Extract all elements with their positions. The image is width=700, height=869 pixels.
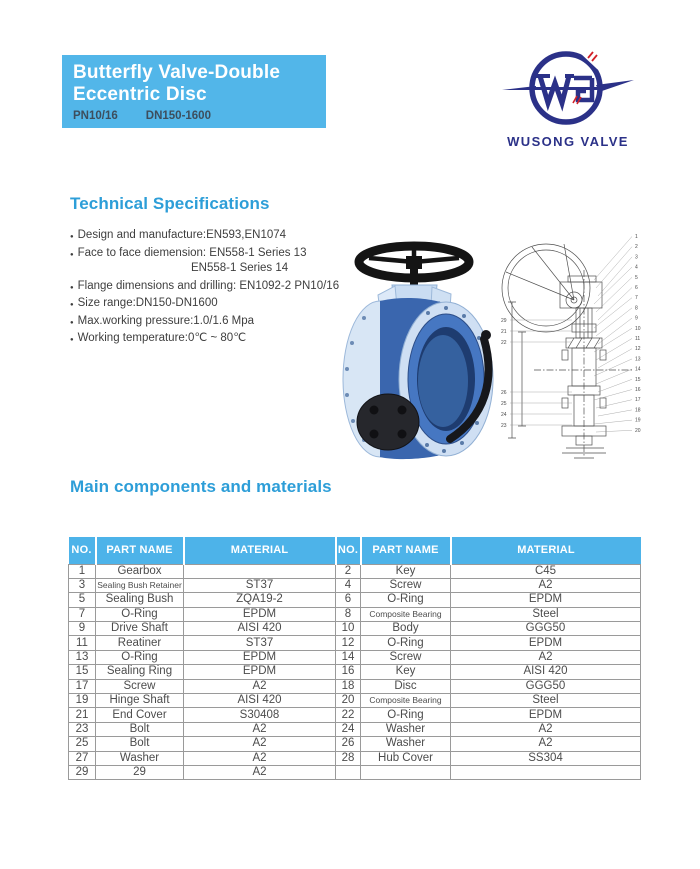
callout-number: 20 [635, 427, 641, 434]
callout-leader-line [596, 277, 632, 312]
tech-specs-title: Technical Specifications [70, 194, 270, 213]
table-cell: O-Ring [361, 636, 451, 650]
table-cell: 2 [336, 564, 361, 578]
table-cell: 23 [69, 722, 96, 736]
callout-number: 25 [501, 401, 507, 407]
callout-number: 6 [635, 285, 638, 291]
callout-number: 17 [635, 397, 641, 404]
table-cell: EPDM [451, 636, 641, 650]
pressure-rating: PN10/16 [73, 110, 118, 122]
spec-item [70, 315, 370, 328]
table-cell: Composite Bearing [361, 607, 451, 621]
table-cell: 12 [336, 636, 361, 650]
table-cell: O-Ring [96, 607, 184, 621]
table-cell: Key [361, 665, 451, 679]
callout-leader-line [598, 257, 632, 296]
table-cell: 6 [336, 593, 361, 607]
table-cell: 29 [69, 765, 96, 779]
table-cell: 27 [69, 751, 96, 765]
col-header-part-name-2: PART NAME [361, 537, 451, 564]
table-row [69, 564, 641, 578]
table-cell: GGG50 [451, 679, 641, 693]
table-cell: O-Ring [361, 593, 451, 607]
engineering-drawing [498, 224, 644, 462]
table-cell: AISI 420 [451, 665, 641, 679]
spec-item [70, 280, 370, 293]
table-cell: A2 [184, 737, 336, 751]
components-table [68, 537, 641, 780]
table-cell [451, 765, 641, 779]
table-cell [336, 765, 361, 779]
table-cell: C45 [451, 564, 641, 578]
spec-text: Size range:DN150-DN1600 [77, 297, 218, 309]
table-row [69, 593, 641, 607]
callout-number: 13 [635, 356, 641, 363]
table-cell: 10 [336, 622, 361, 636]
table-cell: 26 [336, 737, 361, 751]
table-cell: A2 [451, 578, 641, 592]
callout-number: 29 [501, 318, 507, 324]
callout-leader-line [596, 400, 632, 408]
callout-leader-line [594, 359, 632, 376]
table-row [69, 679, 641, 693]
callout-leader-line [598, 318, 632, 344]
callout-number: 7 [635, 295, 638, 302]
col-header-part-name-1: PART NAME [96, 537, 184, 564]
table-cell: ZQA19-2 [184, 593, 336, 607]
bullet-icon: ● [70, 337, 74, 343]
table-cell: A2 [451, 737, 641, 751]
callout-number: 5 [635, 274, 638, 281]
product-specs-line [73, 110, 326, 122]
callout-leader-line [596, 430, 632, 432]
company-name: WUSONG VALVE [507, 134, 629, 149]
callout-number: 11 [635, 336, 641, 342]
table-row [69, 694, 641, 708]
spec-item [70, 247, 370, 260]
table-cell: 18 [336, 679, 361, 693]
components-title: Main components and materials [70, 477, 332, 496]
table-cell [361, 765, 451, 779]
spec-text: EN558-1 Series 14 [191, 262, 289, 274]
table-cell: 5 [69, 593, 96, 607]
callout-number: 21 [501, 329, 507, 335]
table-cell: 7 [69, 607, 96, 621]
table-cell: 16 [336, 665, 361, 679]
table-cell: Hinge Shaft [96, 694, 184, 708]
bullet-icon: ● [70, 302, 74, 308]
table-cell: 19 [69, 694, 96, 708]
col-header-material-2: MATERIAL [451, 537, 641, 564]
table-row [69, 708, 641, 722]
callout-leader-line [594, 298, 632, 328]
table-cell: 24 [336, 722, 361, 736]
spec-text: Flange dimensions and drilling: EN1092-2 PN10/16 [77, 279, 340, 292]
table-cell: EPDM [451, 708, 641, 722]
table-cell: 4 [336, 578, 361, 592]
table-cell: 13 [69, 650, 96, 664]
callout-leader-line [596, 369, 632, 384]
callout-number: 19 [635, 417, 641, 424]
table-row [69, 636, 641, 650]
table-row [69, 622, 641, 636]
bullet-icon: ● [70, 284, 74, 291]
table-cell: Hub Cover [361, 751, 451, 765]
table-row [69, 765, 641, 779]
table-row [69, 751, 641, 765]
callout-number: 9 [635, 315, 638, 322]
callout-leader-line [598, 349, 632, 368]
callout-leader-line [594, 328, 632, 352]
size-rating: DN150-1600 [145, 110, 211, 122]
spec-text: Design and manufacture:EN593,EN1074 [77, 229, 287, 241]
table-cell [184, 564, 336, 578]
bullet-icon: ● [70, 251, 74, 258]
table-cell: Sealing Bush Retainer [96, 578, 184, 592]
table-cell: 9 [69, 622, 96, 636]
valve-product-image [334, 233, 500, 461]
col-header-material-1: MATERIAL [184, 537, 336, 564]
table-cell: Sealing Bush [96, 593, 184, 607]
table-cell: A2 [451, 722, 641, 736]
table-cell: Sealing Ring [96, 665, 184, 679]
callout-number: 12 [635, 346, 641, 353]
table-cell: 1 [69, 564, 96, 578]
table-cell: A2 [184, 679, 336, 693]
table-cell: 17 [69, 679, 96, 693]
col-header-no-2: NO. [336, 537, 361, 564]
spec-text: Face to face diemension: EN558-1 Series 13 [77, 246, 307, 259]
callout-number: 15 [635, 376, 641, 383]
table-cell: Gearbox [96, 564, 184, 578]
spec-text: Max.working pressure:1.0/1.6 Mpa [77, 314, 255, 327]
callout-leader-line [598, 288, 632, 321]
table-cell: 14 [336, 650, 361, 664]
table-cell: AISI 420 [184, 622, 336, 636]
table-cell: S30408 [184, 708, 336, 722]
callout-number: 16 [635, 387, 641, 393]
table-cell: Washer [361, 722, 451, 736]
bullet-icon: ● [70, 234, 74, 240]
table-cell: Body [361, 622, 451, 636]
callout-leader-line [596, 339, 632, 361]
col-header-no-1: NO. [69, 537, 96, 564]
callout-number: 26 [501, 390, 507, 396]
table-cell: AISI 420 [184, 694, 336, 708]
table-cell: A2 [184, 751, 336, 765]
table-cell: A2 [184, 722, 336, 736]
table-cell: Key [361, 564, 451, 578]
callout-number: 24 [501, 412, 507, 418]
table-row [69, 607, 641, 621]
table-cell: A2 [184, 765, 336, 779]
spec-text: Working temperature:0℃ ~ 80℃ [77, 332, 247, 344]
table-cell: Reatiner [96, 636, 184, 650]
callout-leader-line [594, 420, 632, 424]
table-cell: ST37 [184, 636, 336, 650]
table-cell: 15 [69, 665, 96, 679]
callout-number: 2 [635, 244, 638, 251]
table-cell: Screw [96, 679, 184, 693]
spec-item [70, 332, 370, 345]
table-row [69, 722, 641, 736]
table-cell: EPDM [184, 650, 336, 664]
table-cell: 28 [336, 751, 361, 765]
callout-number: 23 [501, 423, 507, 429]
table-cell: Drive Shaft [96, 622, 184, 636]
table-cell: Steel [451, 607, 641, 621]
table-cell: 11 [69, 636, 96, 650]
table-row [69, 665, 641, 679]
table-cell: 21 [69, 708, 96, 722]
product-title-line1: Butterfly Valve-Double [73, 62, 281, 83]
callout-number: 4 [635, 264, 638, 271]
spec-item [70, 297, 370, 310]
callout-number: 14 [635, 366, 641, 373]
table-cell: EPDM [184, 607, 336, 621]
bullet-icon: ● [70, 319, 74, 326]
callout-leader-line [596, 247, 632, 288]
table-row [69, 650, 641, 664]
table-cell: 8 [336, 607, 361, 621]
table-cell: O-Ring [96, 650, 184, 664]
product-title-line2: Eccentric Disc [73, 84, 207, 105]
table-row [69, 737, 641, 751]
table-cell: SS304 [451, 751, 641, 765]
table-cell: Screw [361, 578, 451, 592]
table-cell: A2 [451, 650, 641, 664]
table-cell: End Cover [96, 708, 184, 722]
table-cell: 25 [69, 737, 96, 751]
table-cell: EPDM [184, 665, 336, 679]
callout-number: 3 [635, 254, 638, 261]
table-cell: 3 [69, 578, 96, 592]
table-cell: 29 [96, 765, 184, 779]
components-table-body [69, 564, 641, 780]
table-cell: Bolt [96, 722, 184, 736]
callout-number: 8 [635, 305, 638, 312]
table-cell: O-Ring [361, 708, 451, 722]
callout-number: 18 [635, 407, 641, 414]
table-cell: Washer [361, 737, 451, 751]
wusong-logo-icon [500, 45, 636, 133]
product-title-box [62, 55, 326, 128]
tech-spec-list [70, 229, 370, 350]
spec-item [70, 229, 370, 242]
company-logo [500, 45, 636, 149]
table-row [69, 578, 641, 592]
table-cell: 20 [336, 694, 361, 708]
table-cell: Steel [451, 694, 641, 708]
table-cell: Washer [96, 751, 184, 765]
table-cell: Screw [361, 650, 451, 664]
table-cell: Bolt [96, 737, 184, 751]
table-cell: EPDM [451, 593, 641, 607]
table-cell: GGG50 [451, 622, 641, 636]
callout-leader-line [594, 267, 632, 304]
callout-leader-line [598, 410, 632, 416]
table-cell: 22 [336, 708, 361, 722]
table-cell: Disc [361, 679, 451, 693]
callout-leader-line [594, 237, 632, 281]
callout-number: 10 [635, 325, 641, 332]
table-header-row [69, 537, 641, 564]
table-cell: Composite Bearing [361, 694, 451, 708]
callout-number: 1 [635, 234, 638, 240]
table-cell: ST37 [184, 578, 336, 592]
callout-number: 22 [501, 340, 507, 346]
